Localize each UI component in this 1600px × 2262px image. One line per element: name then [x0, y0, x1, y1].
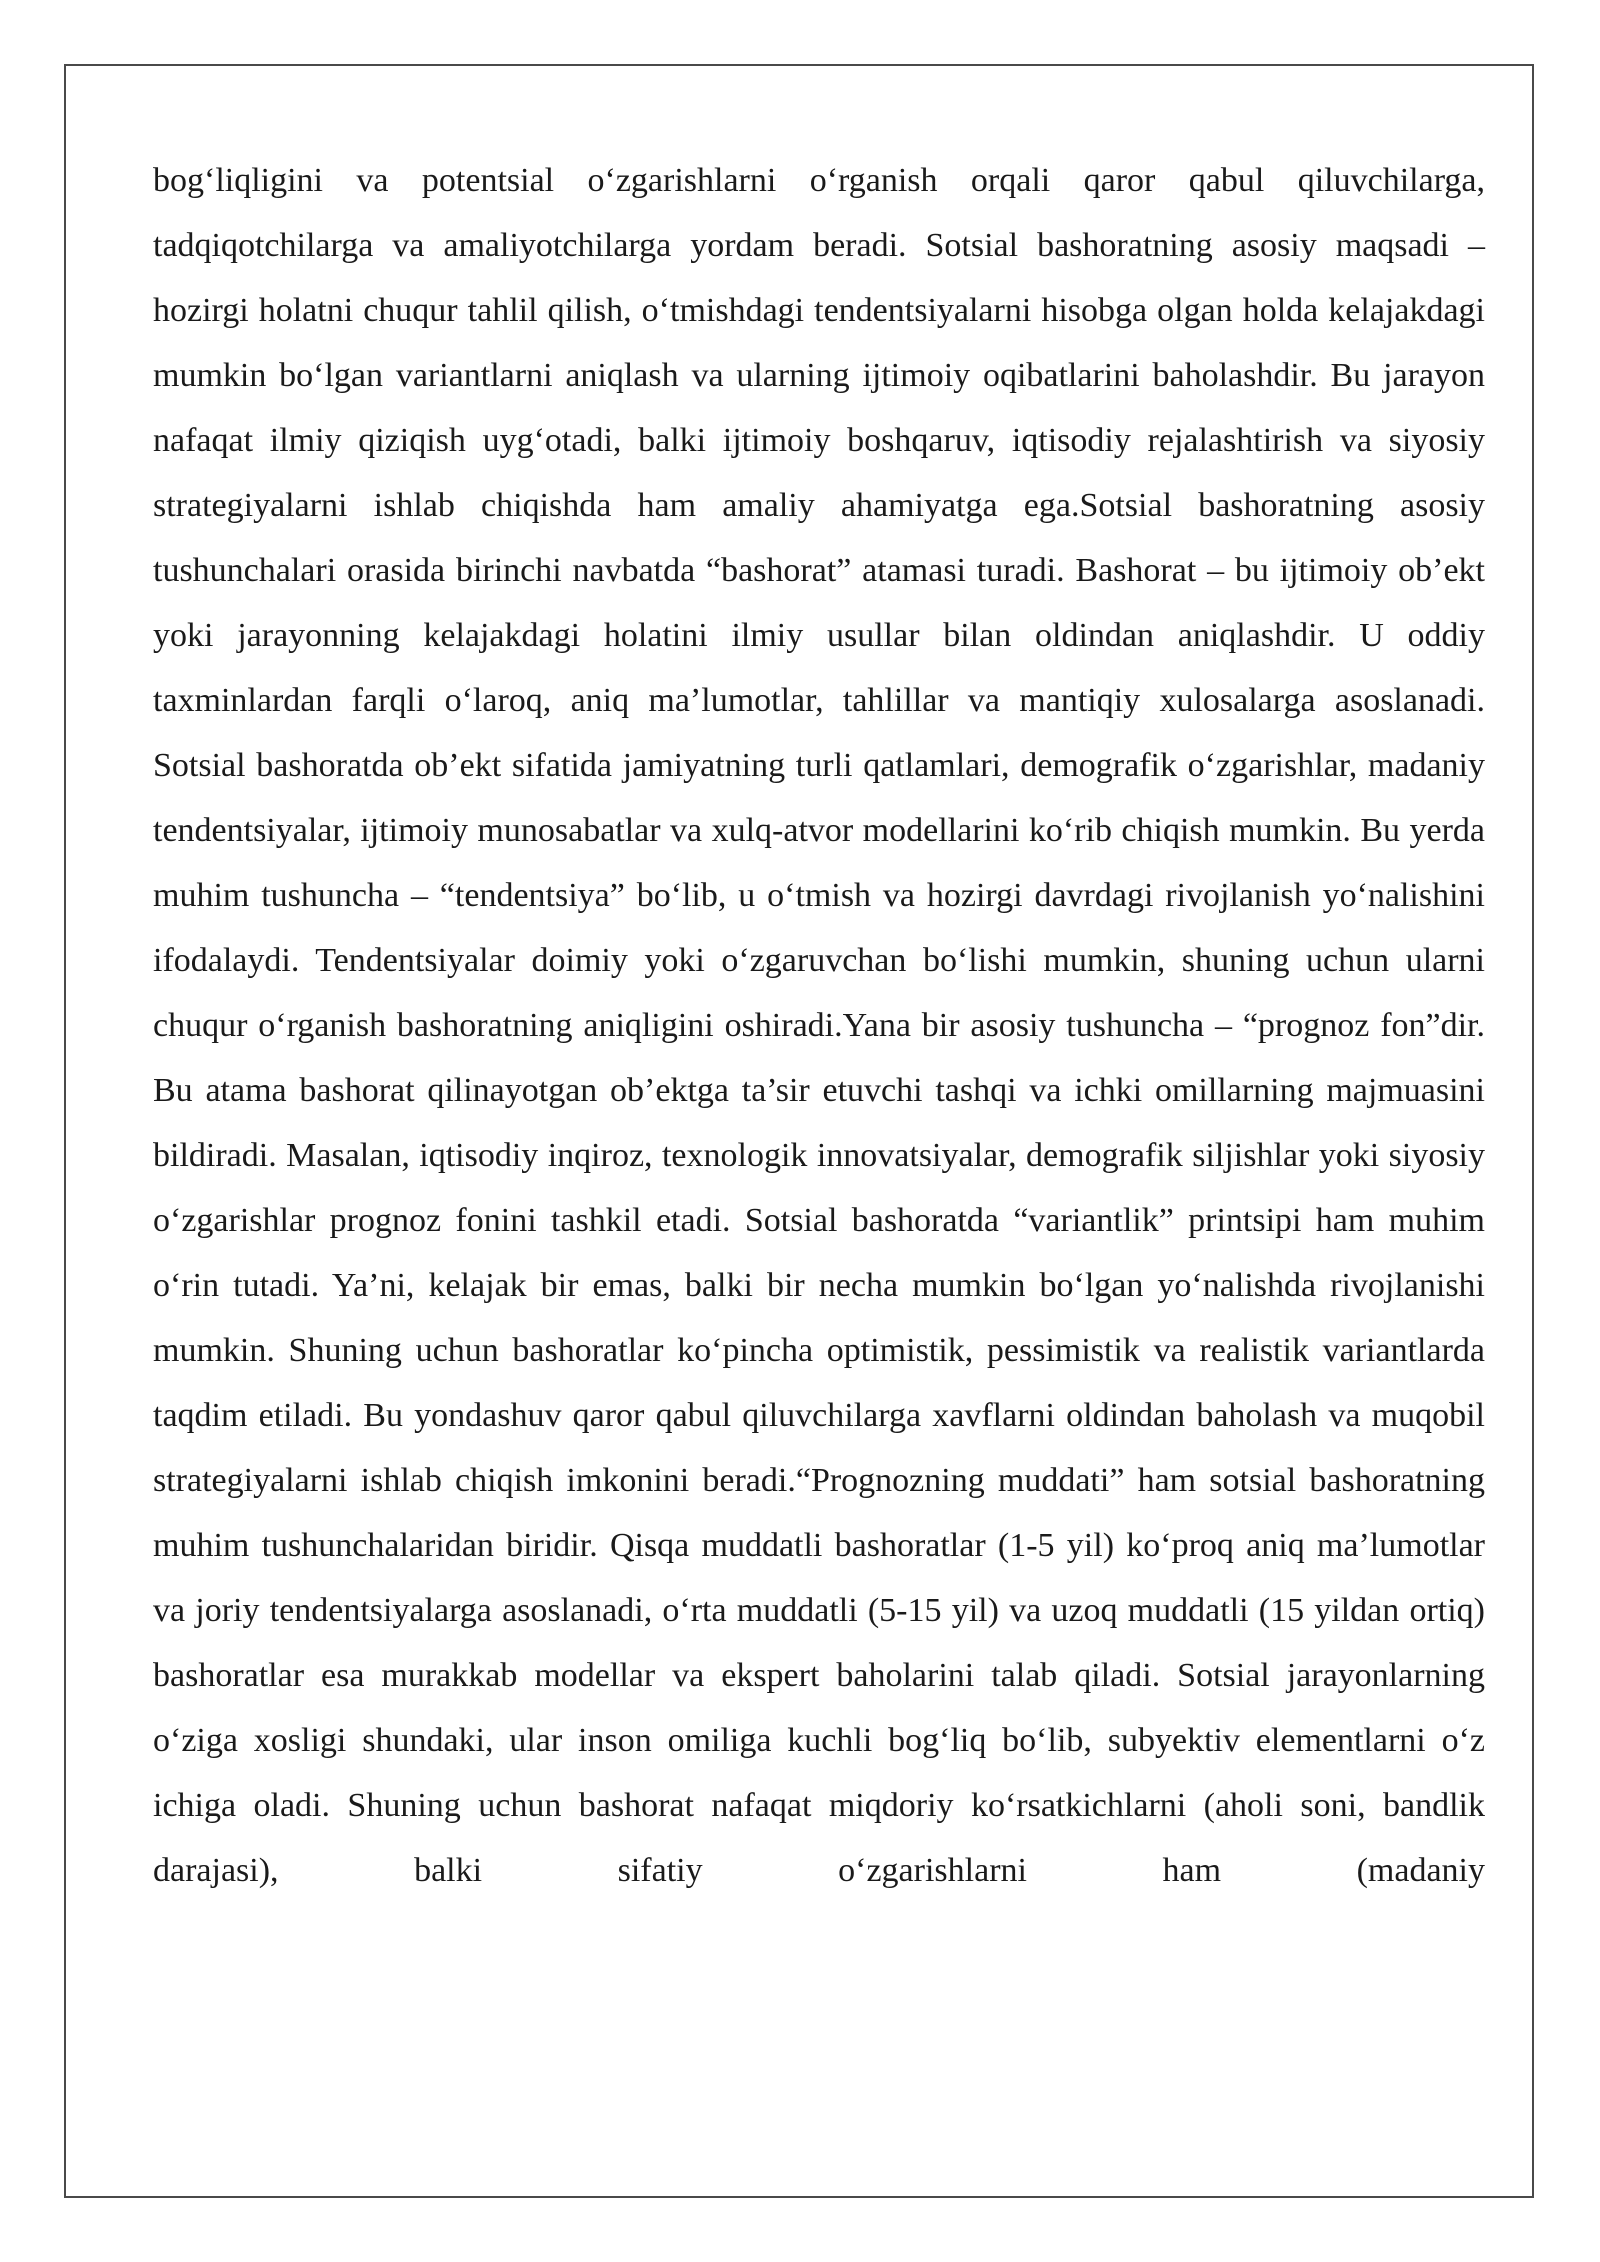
body-paragraph: bog‘liqligini va potentsial o‘zgarishlarni o‘rganish orqali qaror qabul qiluvchilarga, tadqiqotchilarga va amaliyotchilarga yordam beradi. Sotsial bashoratning asosiy maqsadi – hozirgi holatni chuqur tahlil qilish, o‘tmishdagi tendentsiyalarni hisobga olgan holda kelajakdagi mumkin bo‘lgan variantlarni aniqlash va ularning ijtimoiy oqibatlarini baholashdir. Bu jarayon nafaqat ilmiy qiziqish uyg‘otadi, balki ijtimoiy boshqaruv, iqtisodiy rejalashtirish va siyosiy strategiyalarni ishlab chiqishda ham amaliy ahamiyatga ega.Sotsial bashoratning asosiy tushunchalari orasida birinchi navbatda “bashorat” atamasi turadi. Bashorat – bu ijtimoiy ob’ekt yoki jarayonning kelajakdagi holatini ilmiy usullar bilan oldindan aniqlashdir. U oddiy taxminlardan farqli o‘laroq, aniq ma’lumotlar, tahlillar va mantiqiy xulosalarga asoslanadi. Sotsial bashoratda ob’ekt sifatida jamiyatning turli qatlamlari, demografik o‘zgarishlar, madaniy tendentsiyalar, ijtimoiy munosabatlar va xulq-atvor modellarini ko‘rib chiqish mumkin. Bu yerda muhim tushuncha – “tendentsiya” bo‘lib, u o‘tmish va hozirgi davrdagi rivojlanish yo‘nalishini ifodalaydi. Tendentsiyalar doimiy yoki o‘zgaruvchan bo‘lishi mumkin, shuning uchun ularni chuqur o‘rganish bashoratning aniqligini oshiradi.Yana bir asosiy tushuncha – “prognoz fon”dir. Bu atama bashorat qilinayotgan ob’ektga ta’sir etuvchi tashqi va ichki omillarning majmuasini bildiradi. Masalan, iqtisodiy inqiroz, texnologik innovatsiyalar, demografik siljishlar yoki siyosiy o‘zgarishlar prognoz fonini tashkil etadi. Sotsial bashoratda “variantlik” printsipi ham muhim o‘rin tutadi. Ya’ni, kelajak bir emas, balki bir necha mumkin bo‘lgan yo‘nalishda rivojlanishi mumkin. Shuning uchun bashoratlar ko‘pincha optimistik, pessimistik va realistik variantlarda taqdim etiladi. Bu yondashuv qaror qabul qiluvchilarga xavflarni oldindan baholash va muqobil strategiyalarni ishlab chiqish imkonini beradi.“Prognozning muddati” ham sotsial bashoratning muhim tushunchalaridan biridir. Qisqa muddatli bashoratlar (1-5 yil) ko‘proq aniq ma’lumotlar va joriy tendentsiyalarga asoslanadi, o‘rta muddatli (5-15 yil) va uzoq muddatli (15 yildan ortiq) bashoratlar esa murakkab modellar va ekspert baholarini talab qiladi. Sotsial jarayonlarning o‘ziga xosligi shundaki, ular inson omiliga kuchli bog‘liq bo‘lib, subyektiv elementlarni o‘z ichiga oladi. Shuning uchun bashorat nafaqat miqdoriy ko‘rsatkichlarni (aholi soni, bandlik darajasi), balki sifatiy o‘zgarishlarni ham (madaniy: [153, 162, 1485, 1889]
